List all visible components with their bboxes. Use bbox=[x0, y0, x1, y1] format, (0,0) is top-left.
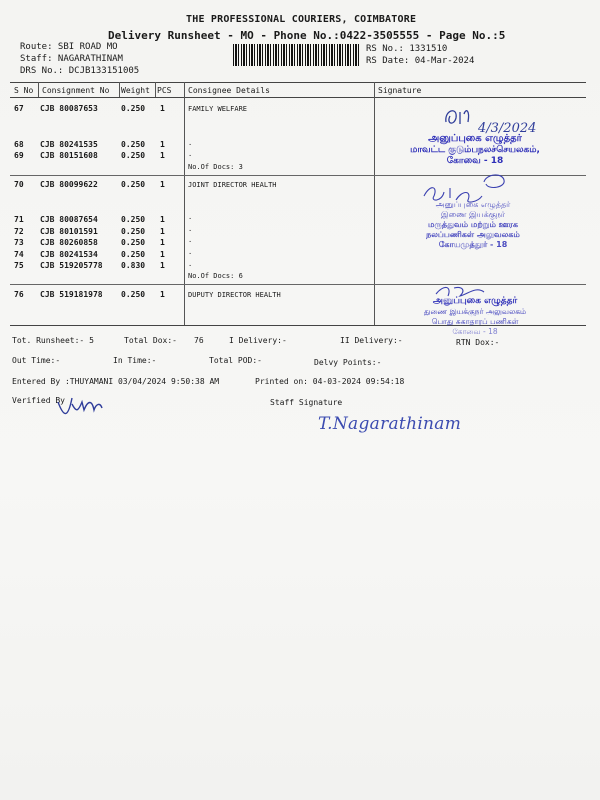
row-details: DUPUTY DIRECTOR HEALTH bbox=[188, 291, 281, 299]
total-dox-label: Total Dox:- bbox=[124, 336, 177, 345]
joint-director-stamp: அனுப்புகை எழுத்தர் இணை இயக்குநர் மருத்துவம் மற்றும் ஊரக நலப்பணிகள் அலுவலகம் கோயமுத்தூர் - 18 bbox=[426, 200, 520, 249]
staff-signature-label: Staff Signature bbox=[270, 398, 343, 407]
entered-by: Entered By :THUYAMANI 03/04/2024 9:50:38 AM bbox=[12, 377, 220, 386]
company-name: THE PROFESSIONAL COURIERS, COIMBATORE bbox=[186, 14, 417, 25]
row-consignment: CJB 80241534 bbox=[40, 250, 98, 259]
row-consignment: CJB 519205778 bbox=[40, 261, 103, 270]
table-top-rule bbox=[10, 82, 586, 83]
row-pcs: 1 bbox=[160, 151, 165, 160]
table-header-rule bbox=[10, 97, 586, 98]
signature-scribble bbox=[478, 170, 510, 192]
row-details: . bbox=[188, 139, 193, 147]
row-sno: 74 bbox=[14, 250, 24, 259]
row-consignment: CJB 80241535 bbox=[40, 140, 98, 149]
handwritten-date: 4/3/2024 bbox=[478, 121, 537, 136]
row-details: . bbox=[188, 236, 193, 244]
row-pcs: 1 bbox=[160, 227, 165, 236]
row-consignment: CJB 80260858 bbox=[40, 238, 98, 247]
row-details: . bbox=[188, 260, 193, 268]
row-pcs: 1 bbox=[160, 238, 165, 247]
column-divider bbox=[155, 82, 156, 97]
rs-number: RS No.: 1331510 bbox=[366, 44, 448, 54]
in-time: In Time:- bbox=[113, 356, 157, 365]
row-sno: 72 bbox=[14, 227, 24, 236]
row-pcs: 1 bbox=[160, 290, 165, 299]
printed-on: Printed on: 04-03-2024 09:54:18 bbox=[255, 377, 405, 386]
row-pcs: 1 bbox=[160, 104, 165, 113]
details-column-line bbox=[184, 97, 185, 325]
i-delivery: I Delivery:- bbox=[229, 336, 287, 345]
dispatch-clerk-stamp: அனுப்புகை எழுத்தர் மாவட்ட குடும்பநலச்செயலகம், கோவை - 18 bbox=[410, 133, 540, 166]
rs-date: RS Date: 04-Mar-2024 bbox=[366, 56, 475, 66]
row-consignment: CJB 80099622 bbox=[40, 180, 98, 189]
col-header-consignment: Consignment No bbox=[42, 86, 110, 95]
row-details: . bbox=[188, 248, 193, 256]
col-header-pcs: PCS bbox=[157, 86, 172, 95]
row-pcs: 1 bbox=[160, 140, 165, 149]
out-time: Out Time:- bbox=[12, 356, 61, 365]
col-header-weight: Weight bbox=[121, 86, 150, 95]
column-divider bbox=[38, 82, 39, 97]
group-separator bbox=[10, 284, 586, 285]
row-details: . bbox=[188, 213, 193, 221]
row-pcs: 1 bbox=[160, 250, 165, 259]
row-sno: 71 bbox=[14, 215, 24, 224]
row-sno: 70 bbox=[14, 180, 24, 189]
row-details: . bbox=[188, 150, 193, 158]
row-pcs: 1 bbox=[160, 180, 165, 189]
row-weight: 0.250 bbox=[121, 180, 146, 189]
row-sno: 75 bbox=[14, 261, 24, 270]
row-pcs: 1 bbox=[160, 215, 165, 224]
row-consignment: CJB 519181978 bbox=[40, 290, 103, 299]
docs-count-note: No.Of Docs: 3 bbox=[188, 163, 243, 171]
deputy-director-stamp: அனுப்புகை எழுத்தர் துணை இயக்குநர் அலுவலகம் பொது சுகாதாரப் பணிகள் கோவை - 18 bbox=[423, 296, 527, 336]
row-details: . bbox=[188, 225, 193, 233]
staff-label: Staff: NAGARATHINAM bbox=[20, 54, 123, 64]
row-sno: 73 bbox=[14, 238, 24, 247]
row-pcs: 1 bbox=[160, 261, 165, 270]
verifier-signature bbox=[56, 392, 108, 420]
col-header-signature: Signature bbox=[378, 86, 422, 95]
column-divider bbox=[184, 82, 185, 97]
total-dox-value: 76 bbox=[194, 336, 204, 345]
verified-by-label: Verified By bbox=[12, 396, 65, 405]
row-sno: 67 bbox=[14, 104, 24, 113]
route-label: Route: SBI ROAD MO bbox=[20, 42, 118, 52]
row-sno: 76 bbox=[14, 290, 24, 299]
row-weight: 0.250 bbox=[121, 227, 146, 236]
row-details: FAMILY WELFARE bbox=[188, 105, 248, 113]
ii-delivery: II Delivery:- bbox=[340, 336, 403, 345]
row-consignment: CJB 80087653 bbox=[40, 104, 98, 113]
row-consignment: CJB 80087654 bbox=[40, 215, 98, 224]
barcode-image bbox=[233, 44, 361, 66]
row-consignment: CJB 80151608 bbox=[40, 151, 98, 160]
row-weight: 0.250 bbox=[121, 104, 146, 113]
row-weight: 0.250 bbox=[121, 250, 146, 259]
col-header-sno: S No bbox=[14, 86, 34, 95]
row-sno: 68 bbox=[14, 140, 24, 149]
rtn-dox: RTN Dox:- bbox=[456, 338, 500, 347]
column-divider bbox=[119, 82, 120, 97]
drs-number: DRS No.: DCJB133151005 bbox=[20, 66, 140, 76]
col-header-details: Consignee Details bbox=[188, 86, 270, 95]
row-weight: 0.830 bbox=[121, 261, 146, 270]
total-pod: Total POD:- bbox=[209, 356, 262, 365]
row-sno: 69 bbox=[14, 151, 24, 160]
row-details: JOINT DIRECTOR HEALTH bbox=[188, 181, 277, 189]
staff-handwritten-name: T.Nagarathinam bbox=[318, 414, 462, 434]
total-runsheet: Tot. Runsheet:- 5 bbox=[12, 336, 94, 345]
docs-count-note: No.Of Docs: 6 bbox=[188, 272, 243, 280]
delivery-points: Delvy Points:- bbox=[314, 358, 382, 367]
row-weight: 0.250 bbox=[121, 215, 146, 224]
row-weight: 0.250 bbox=[121, 290, 146, 299]
signature-column-line bbox=[374, 82, 375, 325]
row-weight: 0.250 bbox=[121, 151, 146, 160]
row-weight: 0.250 bbox=[121, 238, 146, 247]
runsheet-title: Delivery Runsheet - MO - Phone No.:0422-3505555 - Page No.:5 bbox=[108, 29, 506, 42]
row-consignment: CJB 80101591 bbox=[40, 227, 98, 236]
row-weight: 0.250 bbox=[121, 140, 146, 149]
